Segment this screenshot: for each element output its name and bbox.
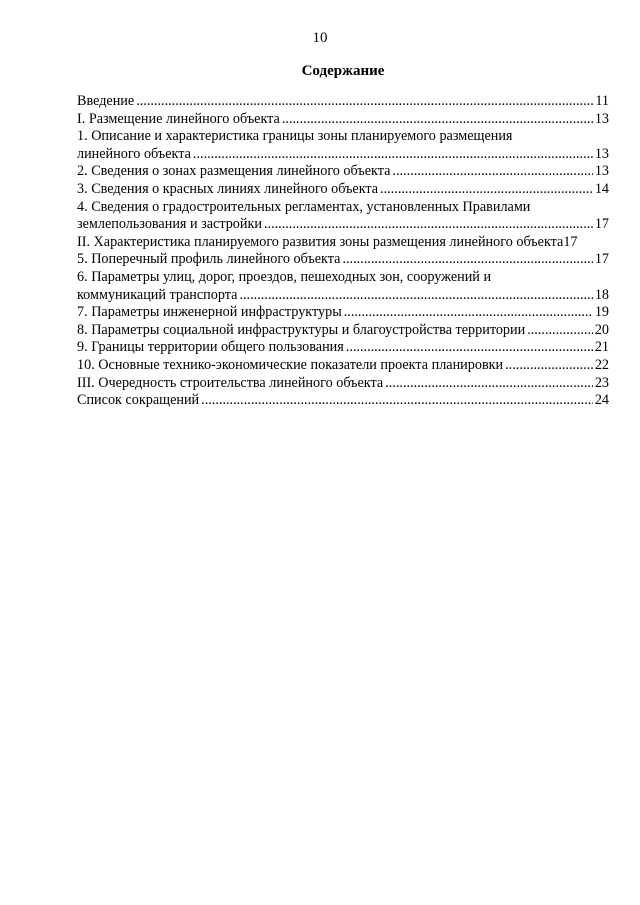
toc-entry-item-5[interactable] — [77, 251, 609, 269]
toc-entry-page: 17 — [594, 216, 609, 233]
toc-entry-text: I. Размещение линейного объекта — [77, 110, 280, 127]
dot-leader — [136, 93, 593, 111]
toc-entry-text: 3. Сведения о красных линиях линейного объекта — [77, 180, 379, 197]
dot-leader — [380, 181, 593, 199]
dot-leader — [346, 339, 593, 357]
dot-leader — [342, 251, 592, 269]
toc-entry-page: 11 — [595, 93, 609, 109]
toc-entry-page: 17 — [594, 251, 609, 268]
toc-entry-page: 22 — [594, 356, 609, 373]
toc-entry-page: 17 — [563, 233, 578, 250]
dot-leader — [193, 146, 593, 164]
toc-entry-item-6[interactable] — [77, 269, 609, 304]
toc-entry-text: III. Очередность строительства линейного объекта — [77, 374, 384, 391]
toc-entry-page: 13 — [594, 163, 609, 180]
toc-entry-page: 21 — [594, 339, 609, 356]
toc-entry-section-1[interactable] — [77, 111, 609, 129]
toc-entry-item-2[interactable] — [77, 163, 609, 181]
toc-entry-text: 5. Поперечный профиль линейного объекта — [77, 251, 341, 268]
dot-leader — [527, 322, 593, 340]
toc-entry-text: землепользования и застройки — [77, 216, 262, 233]
dot-leader — [392, 163, 592, 181]
toc-entry-text: II. Характеристика планируемого развития зоны размещения линейного объекта — [77, 233, 564, 250]
toc-entry-text: коммуникаций транспорта — [77, 286, 238, 303]
toc-entry-text: 8. Параметры социальной инфраструктуры и благоустройства территории — [77, 321, 526, 338]
toc-entry-item-8[interactable] — [77, 322, 609, 340]
toc-entry-page: 13 — [594, 145, 609, 162]
toc-entry-text-line1: 6. Параметры улиц, дорог, проездов, пешеходных зон, сооружений и — [77, 268, 492, 285]
toc-entry-item-10[interactable] — [77, 357, 609, 375]
table-of-contents — [77, 93, 609, 410]
toc-entry-page: 20 — [594, 321, 609, 338]
page-number: 10 — [312, 30, 328, 46]
toc-entry-text-line1: 1. Описание и характеристика границы зоны планируемого размещения — [77, 128, 513, 145]
toc-entry-section-3[interactable] — [77, 375, 609, 393]
toc-entry-page: 18 — [594, 286, 609, 303]
toc-entry-item-7[interactable] — [77, 304, 609, 322]
toc-entry-item-3[interactable] — [77, 181, 609, 199]
dot-leader — [385, 375, 593, 393]
toc-entry-text: Список сокращений — [77, 392, 200, 409]
toc-entry-page: 24 — [594, 392, 609, 409]
toc-entry-abbreviations[interactable] — [77, 392, 609, 410]
toc-entry-page: 19 — [594, 304, 609, 321]
dot-leader — [264, 216, 593, 234]
toc-entry-page: 13 — [594, 110, 609, 127]
toc-entry-text: 7. Параметры инженерной инфраструктуры — [77, 304, 342, 321]
toc-entry-item-9[interactable] — [77, 339, 609, 357]
toc-entry-section-2[interactable] — [77, 234, 609, 252]
dot-leader — [201, 392, 593, 410]
toc-entry-text: линейного объекта — [77, 145, 191, 162]
toc-entry-text: 10. Основные технико-экономические показатели проекта планировки — [77, 356, 504, 373]
toc-entry-page: 23 — [594, 374, 609, 391]
toc-entry-text-line1: 4. Сведения о градостроительных регламентах, установленных Правилами — [77, 198, 531, 215]
dot-leader — [505, 357, 593, 375]
toc-entry-page: 14 — [594, 180, 609, 197]
toc-entry-text: 2. Сведения о зонах размещения линейного объекта — [77, 163, 391, 180]
toc-title: Содержание — [301, 63, 385, 79]
dot-leader — [239, 287, 592, 305]
toc-entry-item-4[interactable] — [77, 199, 609, 234]
toc-entry-item-1[interactable] — [77, 128, 609, 163]
dot-leader — [344, 304, 593, 322]
toc-entry-text: Введение — [77, 93, 135, 109]
toc-entry-text: 9. Границы территории общего пользования — [77, 339, 344, 356]
toc-entry-introduction[interactable] — [77, 93, 609, 111]
dot-leader — [282, 111, 593, 129]
